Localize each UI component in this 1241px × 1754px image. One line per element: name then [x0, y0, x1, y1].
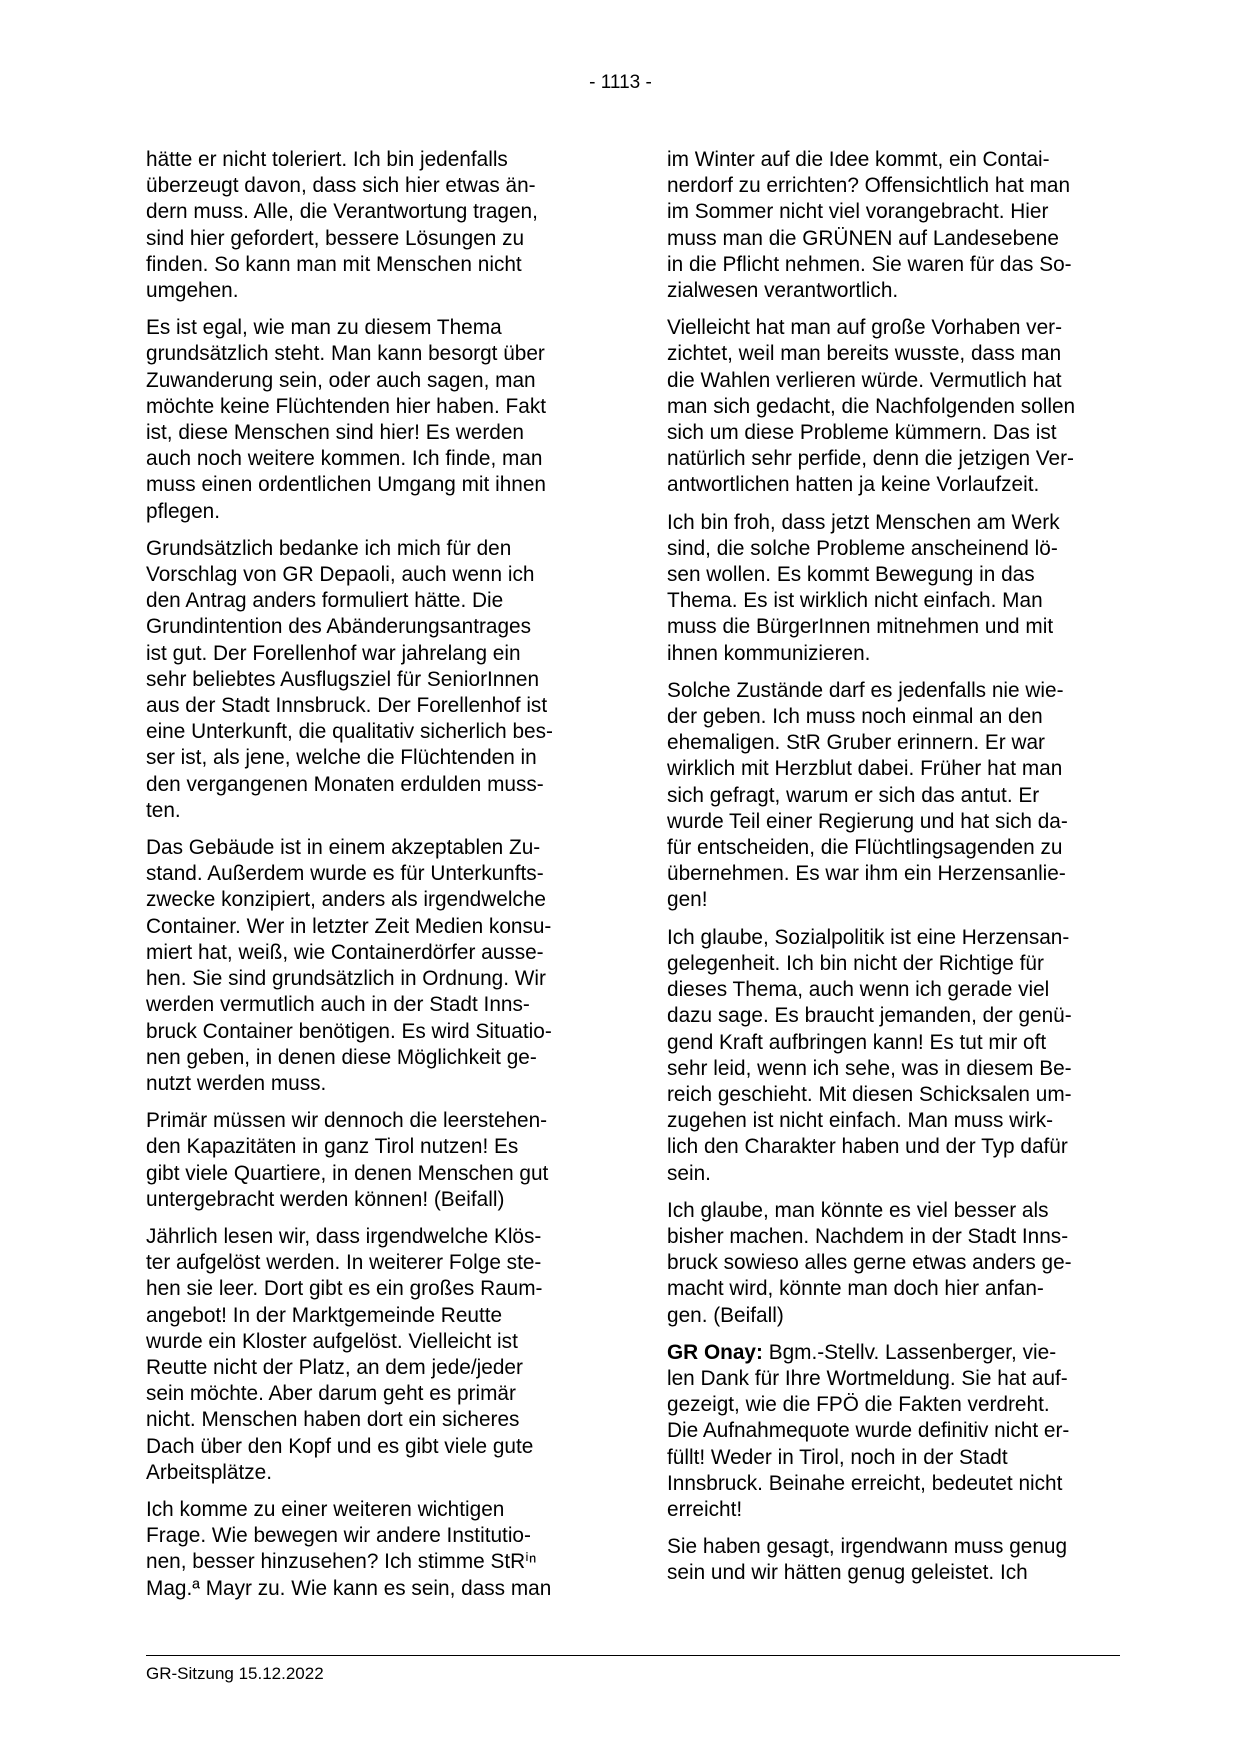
paragraph: Ich glaube, Sozialpolitik ist eine Herzensan- gelegenheit. Ich bin nicht der Richtige für dieses Thema, auch wenn ich gerade viel dazu sage. Es braucht jemanden, der genü- gend Kraft aufbringen kann! Es tut mir oft sehr leid, wenn ich sehe, was in diesem Be- reich geschieht. Mit diesen Schicksalen um- zugehen ist nicht einfach. Man muss wirk- lich den Charakter haben und der Typ dafür sein. [667, 925, 1072, 1185]
paragraph: im Winter auf die Idee kommt, ein Contai- nerdorf zu errichten? Offensichtlich hat man im Sommer nicht viel vorangebracht. Hier muss man die GRÜNEN auf Landesebene in die Pflicht nehmen. Sie waren für das So- zialwesen verantwortlich. [667, 148, 1072, 303]
paragraph: Es ist egal, wie man zu diesem Thema grundsätzlich steht. Man kann besorgt über Zuwanderung sein, oder auch sagen, man möchte keine Flüchtenden hier haben. Fakt ist, diese Menschen sind hier! Es werden auch noch weitere kommen. Ich finde, man muss einen ordentlichen Umgang mit ihnen pflegen. [146, 316, 547, 523]
paragraph: Das Gebäude ist in einem akzeptablen Zu- stand. Außerdem wurde es für Unterkunfts- zwecke konzipiert, anders als irgendwelche Container. Wer in letzter Zeit Medien konsu- miert hat, weiß, wie Containerdörfer ausse- hen. Sie sind grundsätzlich in Ordnung. Wir werden vermutlich auch in der Stadt Inns- bruck Container benötigen. Es wird Situatio- nen geben, in denen diese Möglichkeit ge- nutzt werden muss. [146, 836, 552, 1095]
footer-session-date: GR-Sitzung 15.12.2022 [146, 1664, 324, 1683]
left-column [146, 147, 586, 1613]
page-number: - 1113 - [589, 72, 652, 93]
paragraph: Vielleicht hat man auf große Vorhaben ver- zichtet, weil man bereits wusste, dass man die Wahlen verlieren würde. Vermutlich hat man sich gedacht, die Nachfolgenden sollen sich um diese Probleme kümmern. Das ist natürlich sehr perfide, denn die jetzigen Ver- antwortlichen hatten ja keine Vorlaufzeit. [667, 316, 1076, 497]
paragraph: Primär müssen wir dennoch die leerstehen- den Kapazitäten in ganz Tirol nutzen! Es gibt viele Quartiere, in denen Menschen gut untergebracht werden können! (Beifall) [146, 1109, 549, 1211]
right-column [667, 147, 1107, 1598]
paragraph: Ich glaube, man könnte es viel besser als bisher machen. Nachdem in der Stadt Inns- bruck sowieso alles gerne etwas anders ge- macht wird, könnte man doch hier anfan- gen. (Beifall) [667, 1198, 1072, 1327]
speaker-text: Bgm.-Stellv. Lassenberger, vie- len Dank für Ihre Wortmeldung. Sie hat auf- gezeigt, wie die FPÖ die Fakten verdreht. Die Aufnahmequote wurde definitiv nicht er- füllt! Weder in Tirol, noch in der Stadt Innsbruck. Beinahe erreicht, bedeutet nicht erreicht! [667, 1340, 1070, 1521]
paragraph: Solche Zustände darf es jedenfalls nie wie- der geben. Ich muss noch einmal an den ehemaligen. StR Gruber erinnern. Er war wirklich mit Herzblut dabei. Früher hat man sich gefragt, warum er sich das antut. Er wurde Teil einer Regierung und hat sich da- für entscheiden, die Flüchtlingsagenden zu übernehmen. Es war ihm ein Herzensanlie- gen! [667, 678, 1068, 912]
paragraph: Grundsätzlich bedanke ich mich für den Vorschlag von GR Depaoli, auch wenn ich den Antrag anders formuliert hätte. Die Grundintention des Abänderungsantrages ist gut. Der Forellenhof war jahrelang ein sehr beliebtes Ausflugsziel für SeniorInnen aus der Stadt Innsbruck. Der Forellenhof ist eine Unterkunft, die qualitativ sicherlich bes- ser ist, als jene, welche die Flüchtenden in den vergangenen Monaten erdulden muss- ten. [146, 536, 553, 822]
paragraph: Sie haben gesagt, irgendwann muss genug sein und wir hätten genug geleistet. Ich [667, 1535, 1068, 1585]
footer-divider [146, 1655, 1120, 1656]
speaker-paragraph [667, 1340, 1107, 1523]
paragraph: Jährlich lesen wir, dass irgendwelche Klös- ter aufgelöst werden. In weiterer Folge ste- hen sie leer. Dort gibt es ein großes Raum- angebot! In der Marktgemeinde Reutte wurde ein Kloster aufgelöst. Vielleicht ist Reutte nicht der Platz, an dem jede/jeder sein möchte. Aber darum geht es primär nicht. Menschen haben dort ein sicheres Dach über den Kopf und es gibt viele gute Arbeitsplätze. [146, 1224, 543, 1484]
paragraph: Ich bin froh, dass jetzt Menschen am Werk sind, die solche Probleme anscheinend lö- sen wollen. Es kommt Bewegung in das Thema. Es ist wirklich nicht einfach. Man muss die BürgerInnen mitnehmen und mit ihnen kommunizieren. [667, 510, 1060, 665]
paragraph: hätte er nicht toleriert. Ich bin jedenfalls überzeugt davon, dass sich hier etwas än- dern muss. Alle, die Verantwortung tragen, sind hier gefordert, bessere Lösungen zu finden. So kann man mit Menschen nicht umgehen. [146, 148, 538, 303]
speaker-name: GR Onay: [667, 1340, 763, 1364]
paragraph: Ich komme zu einer weiteren wichtigen Frage. Wie bewegen wir andere Institutio- nen, besser hinzusehen? Ich stimme StRⁱⁿ Mag.ª Mayr zu. Wie kann es sein, dass man [146, 1497, 552, 1600]
